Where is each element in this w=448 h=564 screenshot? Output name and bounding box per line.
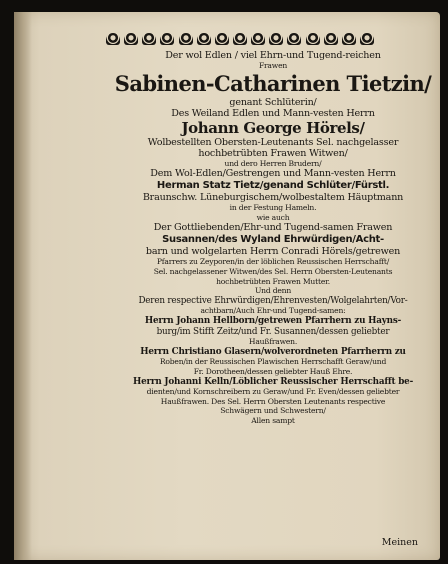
dedication-line: hochbetrübten Frawen Mutter. xyxy=(216,276,330,286)
dedication-line: Haußfrawen. Des Sel. Herrn Obersten Leutenants respective xyxy=(160,396,386,406)
heading-name: Sabinen-Catharinen Tietzin/ xyxy=(114,70,432,96)
dedication-line: Roben/in der Reussischen Plawischen Herrschafft Geraw/und xyxy=(159,357,387,367)
ornament-glyph-icon xyxy=(233,33,247,45)
dedication-line: Frawen xyxy=(258,61,288,70)
ornament-glyph-icon xyxy=(160,33,174,45)
ornament-glyph-icon xyxy=(269,33,283,45)
ornament-glyph-icon xyxy=(287,33,301,45)
ornament-glyph-icon xyxy=(142,33,156,45)
ornament-glyph-icon xyxy=(197,33,211,45)
dedication-line: Haußfrawen. xyxy=(248,337,298,347)
dedication-line: dienten/und Kornschreibern zu Geraw/und Fr. Even/dessen geliebter xyxy=(146,387,400,397)
ornament-glyph-icon xyxy=(124,33,138,45)
dedication-line: Allen sampt xyxy=(251,415,295,425)
dedication-line: Des Weiland Edlen und Mann-vesten Herrn xyxy=(171,107,375,119)
dedication-line: Pfarrers zu Zeyporen/in der löblichen Reussischen Herrschafft/ xyxy=(156,257,390,267)
dedication-line-bold: Susannen/des Wyland Ehrwürdigen/Acht- xyxy=(162,234,384,246)
dedication-line: barn und wolgelarten Herrn Conradi Hörels/getrewen xyxy=(145,246,401,258)
dedication-line: Herrn Johanni Kelln/Löblicher Reussischer Herrschafft be- xyxy=(132,376,414,387)
dedication-line: Und denn xyxy=(254,286,292,296)
ornament-glyph-icon xyxy=(360,33,374,45)
dedication-line: genant Schlüterin/ xyxy=(229,96,317,108)
ornament-glyph-icon xyxy=(251,33,265,45)
dedication-text xyxy=(114,50,432,425)
dedication-line: und dero Herren Brudern/ xyxy=(224,158,322,168)
dedication-line: Schwägern und Schwestern/ xyxy=(220,406,326,416)
dedication-line: achtbarn/Auch Ehr-und Tugend-samen: xyxy=(200,306,346,316)
dedication-line: wie auch xyxy=(256,212,290,222)
ornament-glyph-icon xyxy=(215,33,229,45)
dedication-line: Der wol Edlen / viel Ehrn-und Tugend-reichen xyxy=(165,50,381,61)
ornament-glyph-icon xyxy=(106,33,120,45)
paper-page xyxy=(14,12,440,560)
dedication-line-bold: Herman Statz Tietz/genand Schlüter/Fürstl. xyxy=(156,180,390,192)
dedication-line: burg/im Stifft Zeitz/und Fr. Susannen/dessen geliebter xyxy=(156,326,390,337)
dedication-line: Deren respective Ehrwürdigen/Ehrenvesten/Wolgelahrten/Vor- xyxy=(138,295,408,306)
dedication-line: Sel. nachgelassener Witwen/des Sel. Herrn Obersten-Leutenants xyxy=(153,266,393,276)
dedication-line: Herrn Christiano Glasern/wolverordneten Pfarrherrn zu xyxy=(140,346,406,357)
ornament-glyph-icon xyxy=(306,33,320,45)
dedication-line: Der Gottliebenden/Ehr-und Tugend-samen Frawen xyxy=(153,222,393,234)
dedication-line: Wolbestellten Obersten-Leutenants Sel. nachgelasser xyxy=(147,136,399,148)
heading-name: Johann George Hörels/ xyxy=(181,118,365,137)
dedication-line: Herrn Johann Hellborn/getrewen Pfarrhern zu Hayns- xyxy=(144,315,402,326)
ornament-glyph-icon xyxy=(324,33,338,45)
dedication-line: Dem Wol-Edlen/Gestrengen und Mann-vesten Herrn xyxy=(150,168,396,180)
dedication-line: Braunschw. Lüneburgischem/wolbestaltem Häuptmann xyxy=(142,192,404,204)
ornament-border xyxy=(106,32,374,46)
dedication-line: Fr. Dorotheen/dessen geliebter Hauß Ehre. xyxy=(193,366,353,376)
dedication-line: hochbetrübten Frawen Witwen/ xyxy=(198,147,348,159)
page-spine-shadow xyxy=(14,12,32,560)
catchword: Meinen xyxy=(381,537,418,548)
ornament-glyph-icon xyxy=(179,33,193,45)
ornament-glyph-icon xyxy=(342,33,356,45)
dedication-line: in der Festung Hameln. xyxy=(229,203,317,213)
